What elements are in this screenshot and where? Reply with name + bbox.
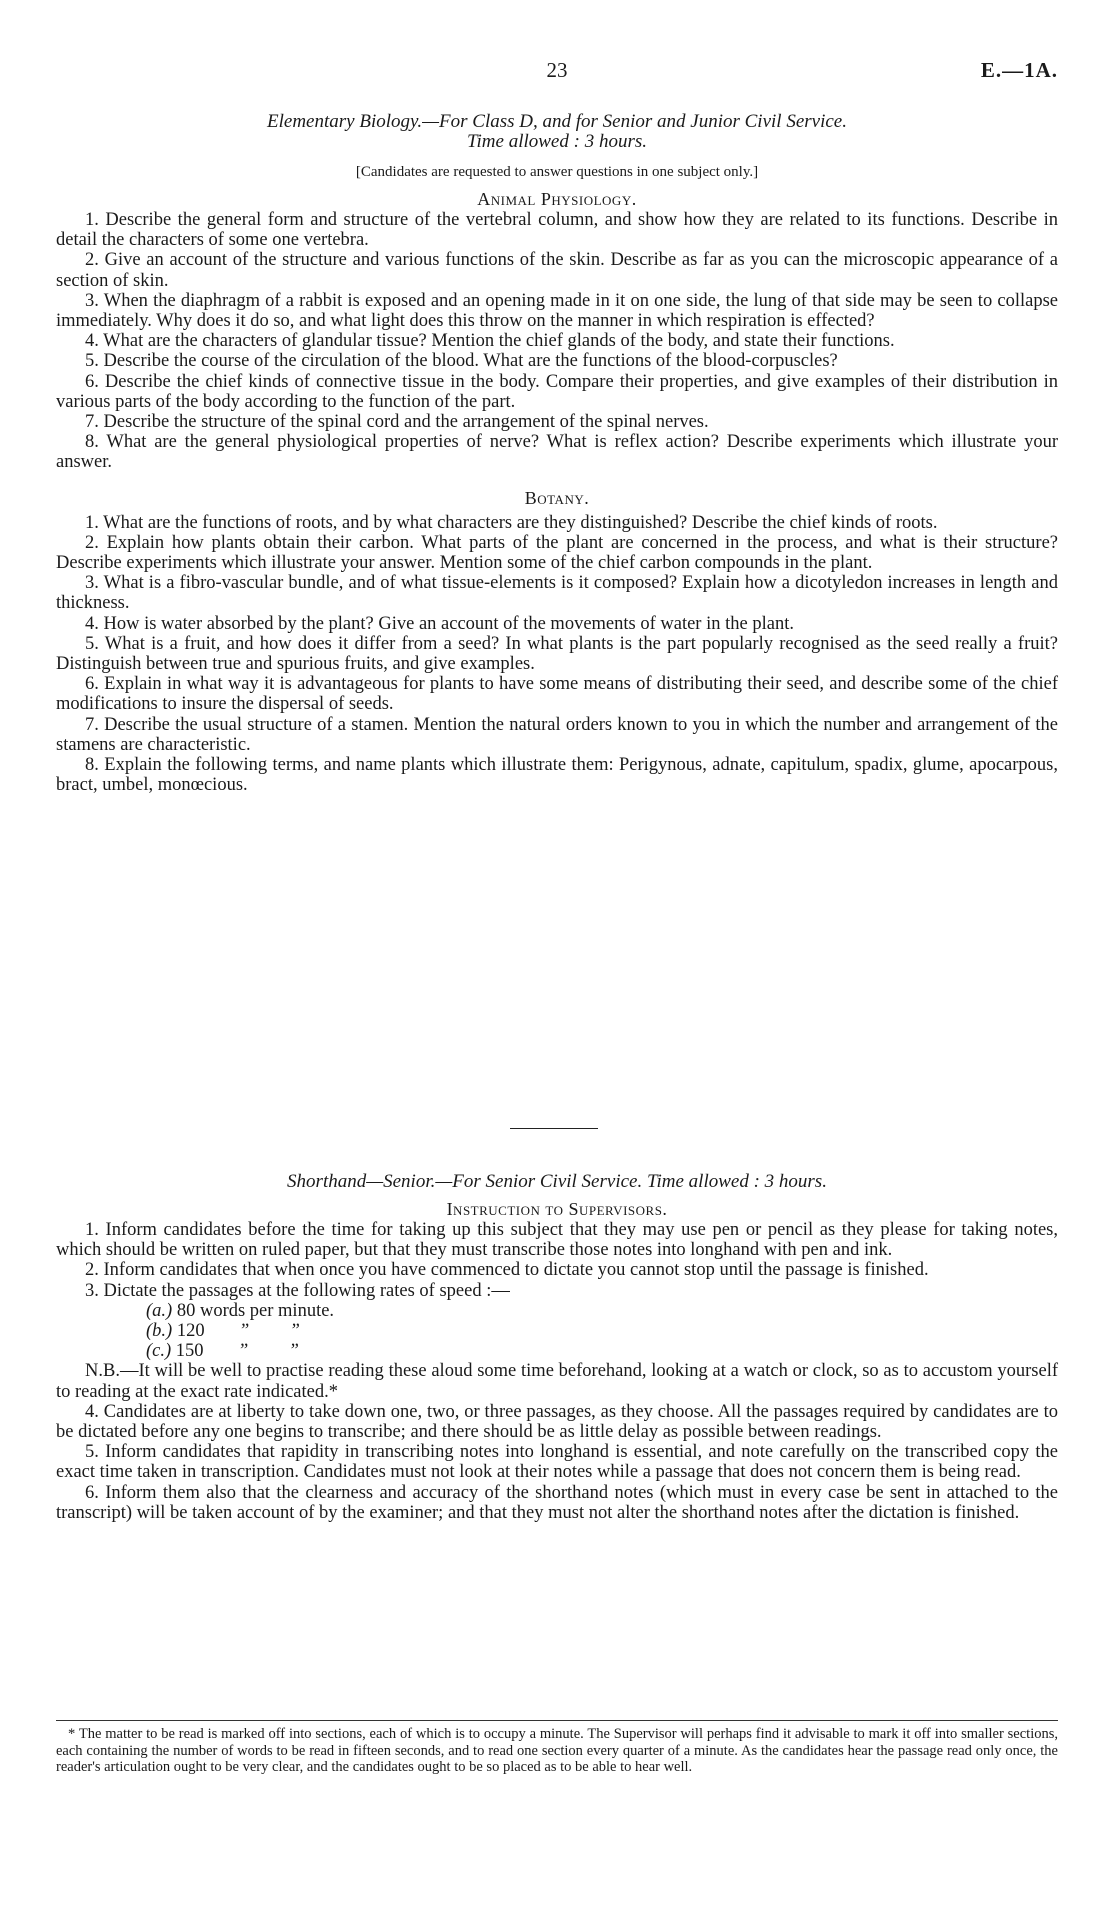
physiology-question: 4. What are the characters of glandular tissue? Mention the chief glands of the body, and state their functions. — [85, 331, 895, 352]
footnote-rule — [56, 1720, 1058, 1721]
botany-heading: Botany. — [524, 487, 590, 508]
physiology-question: 7. Describe the structure of the spinal cord and the arrangement of the spinal nerves. — [85, 412, 709, 433]
instruction-item: 4. Candidates are at liberty to take down one, two, or three passages, as they choose. All the passages required by candidates are to be dictated before any one begins to transcribe; and there should be as little delay as possible between readings. — [56, 1401, 1058, 1443]
ditto-mark: ” — [238, 1341, 249, 1362]
physiology-question: 5. Describe the course of the circulation of the blood. What are the functions of the blood-corpuscles? — [85, 351, 838, 372]
instruction-item: 1. Inform candidates before the time for taking up this subject that they may use pen or pencil as they please for taking notes, which should be written on ruled paper, but that they must transcribe those notes into longhand with pen and ink. — [56, 1220, 1058, 1261]
biology-time-allowed: Time allowed : 3 hours. — [467, 131, 647, 152]
rate-text: 150 — [175, 1341, 204, 1362]
ditto-mark: ” — [288, 1341, 299, 1362]
botany-question: 4. How is water absorbed by the plant? Give an account of the movements of water in the plant. — [85, 613, 794, 634]
botany-question: 8. Explain the following terms, and name plants which illustrate them: Perigynous, adnate, capitulum, spadix, glume, apocarpous, bract, umbel, monœcious. — [56, 755, 1058, 796]
document-reference: E.—1A. — [980, 58, 1058, 82]
physiology-heading: Animal Physiology. — [477, 189, 637, 209]
physiology-question: 3. When the diaphragm of a rabbit is exposed and an opening made in it on one side, the lung of that side may be seen to collapse immediately. Why does it do so, and what light does this throw on the manner in which respiration is effected? — [56, 290, 1058, 332]
biology-instruction-note: [Candidates are requested to answer questions in one subject only.] — [355, 164, 759, 180]
instruction-item: 6. Inform them also that the clearness and accuracy of the shorthand notes (which must in every case be sent in attached to the transcript) will be taken account of by the examiner; and that they must not alter the shorthand notes after the dictation is finished. — [56, 1482, 1058, 1523]
ditto-mark: ” — [239, 1321, 250, 1342]
botany-questions — [56, 513, 1058, 796]
ditto-mark: ” — [289, 1321, 300, 1342]
botany-question: 6. Explain in what way it is advantageous for plants to have some means of distributing their seed, and describe some of the chief modifications to insure the dispersal of seeds. — [56, 674, 1058, 715]
physiology-question: 1. Describe the general form and structure of the vertebral column, and show how they are related to its functions. Describe in detail the characters of some one vertebra. — [56, 210, 1058, 251]
physiology-question: 6. Describe the chief kinds of connective tissue in the body. Compare their properties, and give examples of their distribution in various parts of the body according to the function of the part. — [56, 371, 1058, 412]
rate-letter: (c.) — [146, 1341, 172, 1362]
instruction-item: 3. Dictate the passages at the following rates of speed :— — [85, 1280, 510, 1301]
rate-text: 80 words per minute. — [176, 1300, 335, 1321]
botany-question: 7. Describe the usual structure of a stamen. Mention the natural orders known to you in which the number and arrangement of the stamens are characteristic. — [56, 714, 1058, 755]
dictation-rate-b — [56, 1321, 1058, 1341]
botany-question: 1. What are the functions of roots, and by what characters are they distinguished? Describe the chief kinds of roots. — [85, 512, 938, 533]
nota-bene: N.B.—It will be well to practise reading these aloud some time beforehand, looking at a watch or clock, so as to accustom yourself to reading at the exact rate indicated.* — [56, 1361, 1058, 1402]
rate-text: 120 — [176, 1321, 205, 1342]
instruction-item: 2. Inform candidates that when once you have commenced to dictate you cannot stop until the passage is finished. — [85, 1260, 929, 1281]
rate-letter: (a.) — [146, 1300, 173, 1321]
physiology-question: 2. Give an account of the structure and various functions of the skin. Describe as far as you can the microscopic appearance of a section of skin. — [56, 250, 1058, 291]
biology-title: Elementary Biology.—For Class D, and for Senior and Junior Civil Service. — [267, 111, 847, 132]
dictation-rate-a — [56, 1301, 1058, 1321]
shorthand-title: Shorthand—Senior.—For Senior Civil Service. Time allowed : 3 hours. — [287, 1171, 827, 1192]
instruction-item: 5. Inform candidates that rapidity in transcribing notes into longhand is essential, and note carefully on the transcribed copy the exact time taken in transcription. Candidates must not look at their notes while a passage that does not concern them is being read. — [56, 1442, 1058, 1483]
botany-question: 3. What is a fibro-vascular bundle, and of what tissue-elements is it composed? Explain how a dicotyledon increases in length and thickness. — [56, 573, 1058, 614]
biology-section — [56, 112, 1058, 795]
botany-question: 5. What is a fruit, and how does it differ from a seed? In what plants is the part popularly recognised as the seed really a fruit? Distinguish between true and spurious fruits, and give examples. — [56, 633, 1058, 675]
supervisor-instruction-heading: Instruction to Supervisors. — [446, 1199, 668, 1219]
page-number: 23 — [546, 58, 568, 82]
shorthand-section — [56, 1172, 1058, 1523]
footnote: * The matter to be read is marked off into sections, each of which is to occupy a minute. The Supervisor will perhaps find it advisable to mark it off into smaller sections, each containing the number of words to be read in fifteen seconds, and to read one section every quarter of a minute. As the candidates hear the passage read only once, the reader's articulation ought to be very clear, and the candidates ought to be so placed as to be able to hear well. — [56, 1726, 1058, 1775]
botany-question: 2. Explain how plants obtain their carbon. What parts of the plant are concerned in the process, and what is their structure? Describe experiments which illustrate your answer. Mention some of the chief carbon compounds in the plant. — [56, 532, 1058, 574]
rate-letter: (b.) — [146, 1321, 173, 1342]
page-header — [56, 58, 1058, 88]
dictation-rate-c — [56, 1341, 1058, 1361]
section-divider — [510, 1128, 598, 1129]
physiology-questions — [56, 210, 1058, 473]
physiology-question: 8. What are the general physiological properties of nerve? What is reflex action? Describe experiments which illustrate your answer. — [56, 432, 1058, 473]
footnote-section — [56, 1726, 1058, 1776]
